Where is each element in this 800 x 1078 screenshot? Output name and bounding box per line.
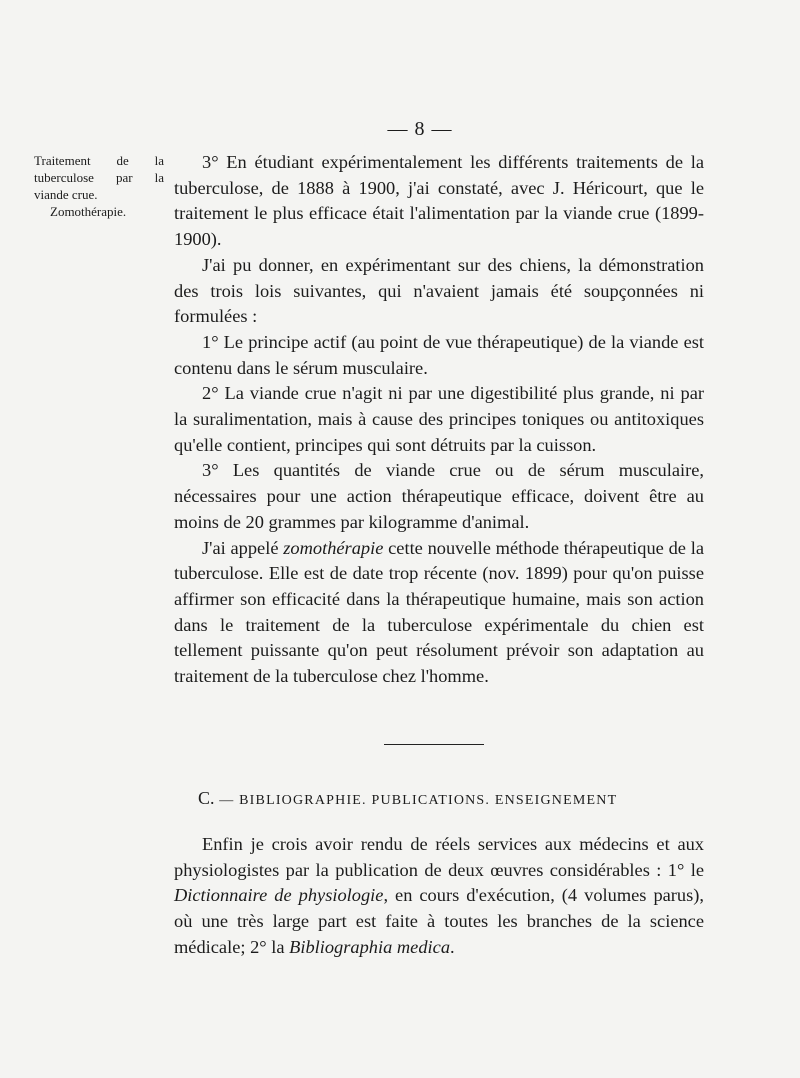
italic-title: Bibliographia medica [289,936,451,957]
paragraph: 3° En étudiant expérimentalement les différents traitements de la tuberculose, de 1888 à 1900, j'ai constaté, avec J. Héricourt, que le traitement le plus efficace était l'alimentation par la viande crue (1899-1900). [174,152,704,250]
margin-note-line: Traitement de la [34,153,164,168]
text-run: Enfin je crois avoir rendu de réels services aux médecins et aux physiologistes par la publication de deux œuvres considérables : 1° le [174,834,704,880]
page-number: — 8 — [387,118,453,140]
section-heading [198,788,718,809]
paragraph: 2° La viande crue n'agit ni par une digestibilité plus grande, ni par la suralimentation, mais à cause des principes toniques ou antitoxiques qu'elle contient, principes qui sont détruits par la cuisson. [174,383,704,455]
paragraph [174,832,704,961]
text-run: cette nouvelle méthode thérapeutique de la tuberculose. Elle est de date trop récente (nov. 1899) pour qu'on puisse affirmer son efficacité dans la thérapeutique humaine, mais son action dans le traitement de la tuberculose expérimentale du chien est tellement puissante qu'on peut résolument prévoir son adaptation au traitement de la tuberculose chez l'homme. [174,537,704,687]
text-run: , en cours d'exécution, (4 volumes parus), où une très large part est faite à toutes les branches de la science médicale; 2° la [174,885,704,957]
paragraph: 1° Le principe actif (au point de vue thérapeutique) de la viande est contenu dans le sérum musculaire. [174,331,704,378]
section-dash: — [214,793,240,808]
paragraph [174,536,704,690]
text-run: . [450,936,455,957]
paragraph: J'ai pu donner, en expérimentant sur des chiens, la démonstration des trois lois suivantes, qui n'avaient jamais été soupçonnées ni formulées : [174,254,704,327]
margin-note-line: viande crue. [34,187,98,202]
italic-term: zomothérapie [283,537,384,558]
section-body [174,832,704,961]
margin-note-line: Zomothérapie. [50,204,127,219]
section-letter: C. [198,788,215,808]
margin-note [34,152,164,220]
body-text [174,150,704,690]
section-divider [384,744,484,745]
section-title: BIBLIOGRAPHIE. PUBLICATIONS. ENSEIGNEMENT [239,793,618,808]
text-run: J'ai appelé [202,537,284,558]
margin-note-line: tuberculose par la [34,170,164,185]
italic-title: Dictionnaire de physiologie [174,885,384,906]
paragraph: 3° Les quantités de viande crue ou de sérum musculaire, nécessaires pour une action thérapeutique efficace, doivent être au moins de 20 grammes par kilogramme d'animal. [174,460,704,532]
